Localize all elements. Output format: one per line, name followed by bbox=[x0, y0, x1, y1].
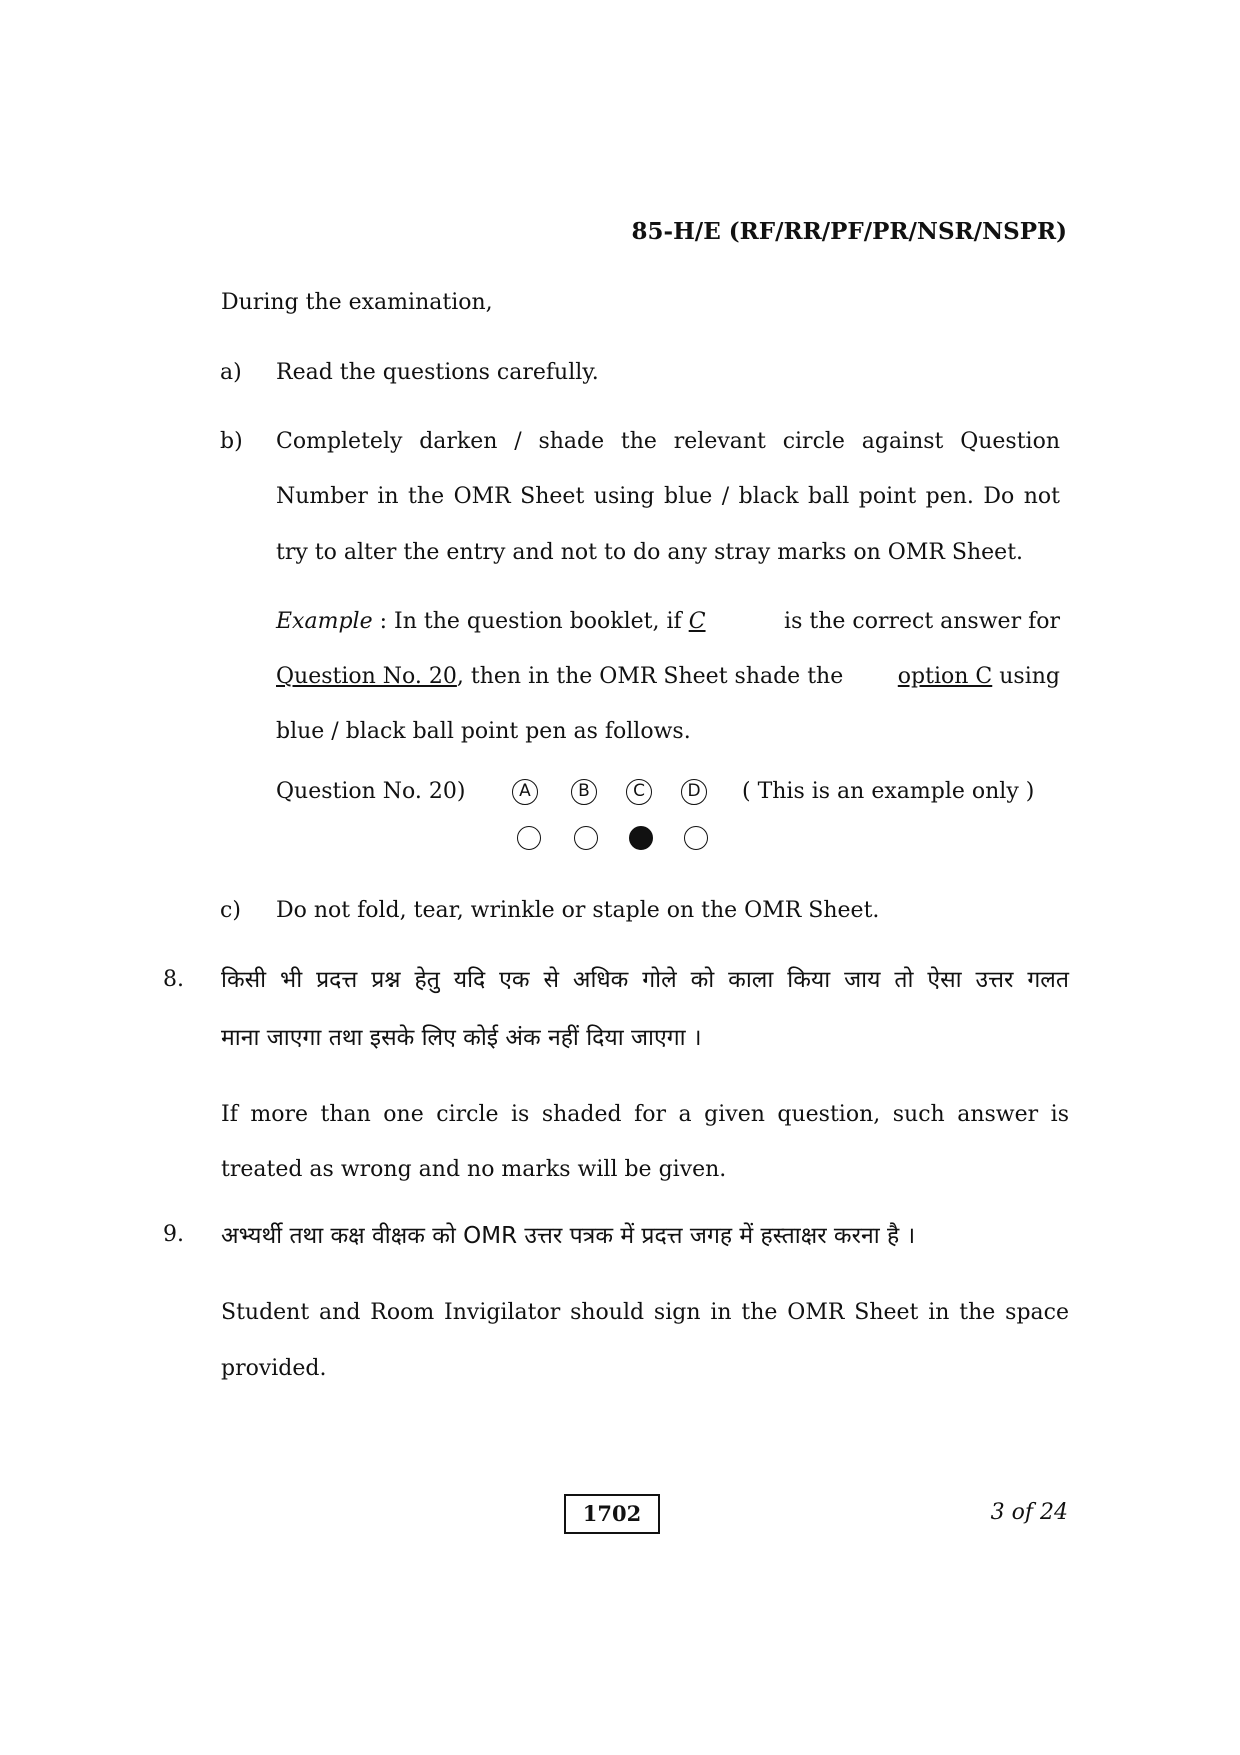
option-d-letter: D bbox=[681, 779, 707, 805]
example-line1-post: is the correct answer for bbox=[784, 609, 1060, 634]
instruction-8-hindi-line-1: किसी भी प्रदत्त प्रश्न हेतु यदि एक से अधिक गोले को काला किया जाय तो ऐसा उत्तर गलत bbox=[221, 967, 1069, 993]
instruction-8-number: 8. bbox=[163, 967, 184, 992]
item-b-label: b) bbox=[220, 429, 243, 454]
paper-code: 85-H/E (RF/RR/PF/PR/NSR/NSPR) bbox=[631, 218, 1067, 245]
example-label: Example bbox=[276, 609, 373, 634]
option-b-letter: B bbox=[571, 779, 597, 805]
bubble-d bbox=[684, 826, 708, 850]
page-indicator: 3 of 24 bbox=[990, 1500, 1068, 1525]
example-line-1 bbox=[276, 609, 1060, 634]
example-question-ref: Question No. 20 bbox=[276, 664, 457, 689]
item-b-line-2: Number in the OMR Sheet using blue / black ball point pen. Do not bbox=[276, 484, 1060, 509]
instruction-8-english-line-1: If more than one circle is shaded for a given question, such answer is bbox=[221, 1102, 1069, 1127]
example-option-ref: option C bbox=[897, 664, 993, 689]
instruction-9-hindi-line-1: अभ्यर्थी तथा कक्ष वीक्षक को OMR उत्तर पत्रक में प्रदत्त जगह में हस्ताक्षर करना है । bbox=[221, 1223, 916, 1249]
example-correct-option: C bbox=[688, 609, 706, 634]
footer-box-number: 1702 bbox=[564, 1494, 660, 1534]
bubble-c-filled bbox=[629, 826, 653, 850]
item-b-line-3: try to alter the entry and not to do any stray marks on OMR Sheet. bbox=[276, 540, 1024, 565]
instruction-8-english-line-2: treated as wrong and no marks will be given. bbox=[221, 1157, 727, 1182]
instruction-9-english-line-1: Student and Room Invigilator should sign in the OMR Sheet in the space bbox=[221, 1300, 1069, 1325]
bubble-a bbox=[517, 826, 541, 850]
example-line-3: blue / black ball point pen as follows. bbox=[276, 719, 691, 744]
instruction-9-number: 9. bbox=[163, 1222, 184, 1247]
instruction-8-hindi-line-2: माना जाएगा तथा इसके लिए कोई अंक नहीं दिया जाएगा । bbox=[221, 1025, 702, 1051]
example-line2-post: using bbox=[999, 664, 1060, 689]
bubble-b bbox=[574, 826, 598, 850]
instruction-9-english-line-2: provided. bbox=[221, 1356, 327, 1381]
example-line-2 bbox=[276, 664, 1060, 689]
item-b-line-1: Completely darken / shade the relevant circle against Question bbox=[276, 429, 1060, 454]
example-line2-mid: , then in the OMR Sheet shade the bbox=[456, 664, 844, 689]
example-note: ( This is an example only ) bbox=[742, 779, 1035, 804]
item-c-text: Do not fold, tear, wrinkle or staple on the OMR Sheet. bbox=[276, 898, 880, 923]
option-c-letter: C bbox=[626, 779, 652, 805]
item-a-label: a) bbox=[220, 360, 242, 385]
item-c-label: c) bbox=[220, 898, 241, 923]
option-a-letter: A bbox=[512, 779, 538, 805]
example-question-label: Question No. 20) bbox=[276, 779, 466, 804]
item-a-text: Read the questions carefully. bbox=[276, 360, 599, 385]
intro-text: During the examination, bbox=[221, 290, 493, 315]
example-line1-pre: : In the question booklet, if bbox=[379, 609, 682, 634]
